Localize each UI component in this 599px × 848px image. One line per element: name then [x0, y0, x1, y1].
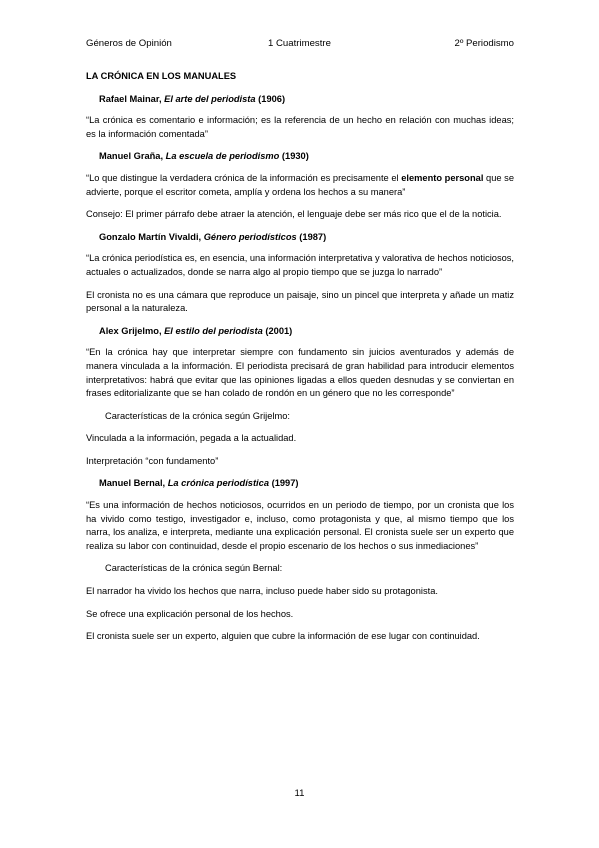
book-title: La crónica periodística: [167, 478, 269, 489]
author-name: Manuel Bernal: [99, 478, 163, 489]
author-name: Gonzalo Martín Vivaldi: [99, 231, 199, 242]
quote-grijelmo: “En la crónica hay que interpretar siempre con fundamento sin juicios aventurados y además de manera vinculada a la información. El periodista precisará de gran habilidad para introducir elementos interpretativos: habrá que evitar que las opiniones ligadas a ellos queden desnudas y se conviertan en frases editorializante que se han colado de rondón en un género que no les corresponde”: [86, 347, 514, 399]
book-year: (1906): [258, 93, 286, 104]
author-heading-mainar: Rafael Mainar, El arte del periodista (1906): [99, 93, 286, 104]
author-heading-bernal: Manuel Bernal, La crónica periodística (1997): [99, 478, 299, 489]
book-year: (1930): [281, 151, 309, 162]
quote-mainar: “La crónica es comentario e información; es la referencia de un hecho en relación con muchas ideas; es la información comentada”: [86, 115, 514, 139]
author-name: Manuel Graña: [99, 151, 161, 162]
author-name: Rafael Mainar: [99, 93, 159, 104]
book-year: (1987): [299, 231, 327, 242]
header-term: 1 Cuatrimestre: [268, 38, 331, 49]
author-heading-vivaldi: Gonzalo Martín Vivaldi, Género periodísticos (1987): [99, 231, 327, 242]
list-item: Se ofrece una explicación personal de los hechos.: [86, 608, 294, 619]
quote-vivaldi: “La crónica periodística es, en esencia, una información interpretativa y valorativa de hechos noticiosos, actuales o actualizados, donde se narra algo al propio tiempo que se juzga lo narrado”: [86, 253, 514, 277]
list-item: El narrador ha vivido los hechos que narra, incluso puede haber sido su protagonista.: [86, 586, 438, 597]
book-title: La escuela de periodismo: [165, 151, 280, 162]
page-number: 11: [294, 788, 305, 799]
author-heading-grana: Manuel Graña, La escuela de periodismo (1930): [99, 151, 309, 162]
section-title: LA CRÓNICA EN LOS MANUALES: [86, 71, 237, 81]
subtitle-grijelmo: Características de la crónica según Grijelmo:: [105, 410, 290, 421]
header-degree: 2º Periodismo: [454, 38, 514, 49]
note-vivaldi: El cronista no es una cámara que reproduce un paisaje, sino un pincel que interpreta y añade un matiz personal a la naturaleza.: [86, 289, 514, 314]
list-item: Interpretación “con fundamento”: [86, 455, 219, 466]
advice-grana: Consejo: El primer párrafo debe atraer la atención, el lenguaje debe ser más rico que el de la noticia.: [86, 209, 502, 220]
quote-bernal: “Es una información de hechos noticiosos, ocurridos en un periodo de tiempo, por un cronista que los ha vivido como testigo, investigador e, incluso, como protagonista y que, al mismo tiempo que los narra, los analiza, e interpreta, mediante una explicación personal. El cronista suele ser un experto que realiza su labor con continuidad, desde el propio escenario de los hechos o sus inmediaciones”: [86, 500, 514, 551]
subtitle-bernal: Características de la crónica según Bernal:: [105, 563, 283, 574]
book-title: Género periodísticos: [203, 231, 297, 242]
quote-text: “Lo que distingue la verdadera crónica de la información es precisamente el: [86, 172, 402, 183]
page-body: [86, 70, 514, 653]
book-year: (1997): [271, 478, 299, 489]
book-year: (2001): [265, 325, 293, 336]
author-heading-grijelmo: Alex Grijelmo, El estilo del periodista (2001): [99, 325, 293, 336]
author-name: Alex Grijelmo: [99, 325, 159, 336]
list-item: Vinculada a la información, pegada a la actualidad.: [86, 433, 297, 444]
book-title: El arte del periodista: [164, 93, 256, 104]
quote-emphasis: elemento personal: [401, 172, 484, 183]
list-item: El cronista suele ser un experto, alguien que cubre la información de ese lugar con continuidad.: [86, 631, 480, 642]
quote-grana: [86, 172, 514, 199]
header-course: Géneros de Opinión: [86, 38, 172, 49]
page-header: [86, 38, 514, 52]
quote-text: que se advierte, porque el escritor cometa, amplía y ordena los hechos a su manera”: [86, 172, 514, 197]
book-title: El estilo del periodista: [164, 325, 263, 336]
